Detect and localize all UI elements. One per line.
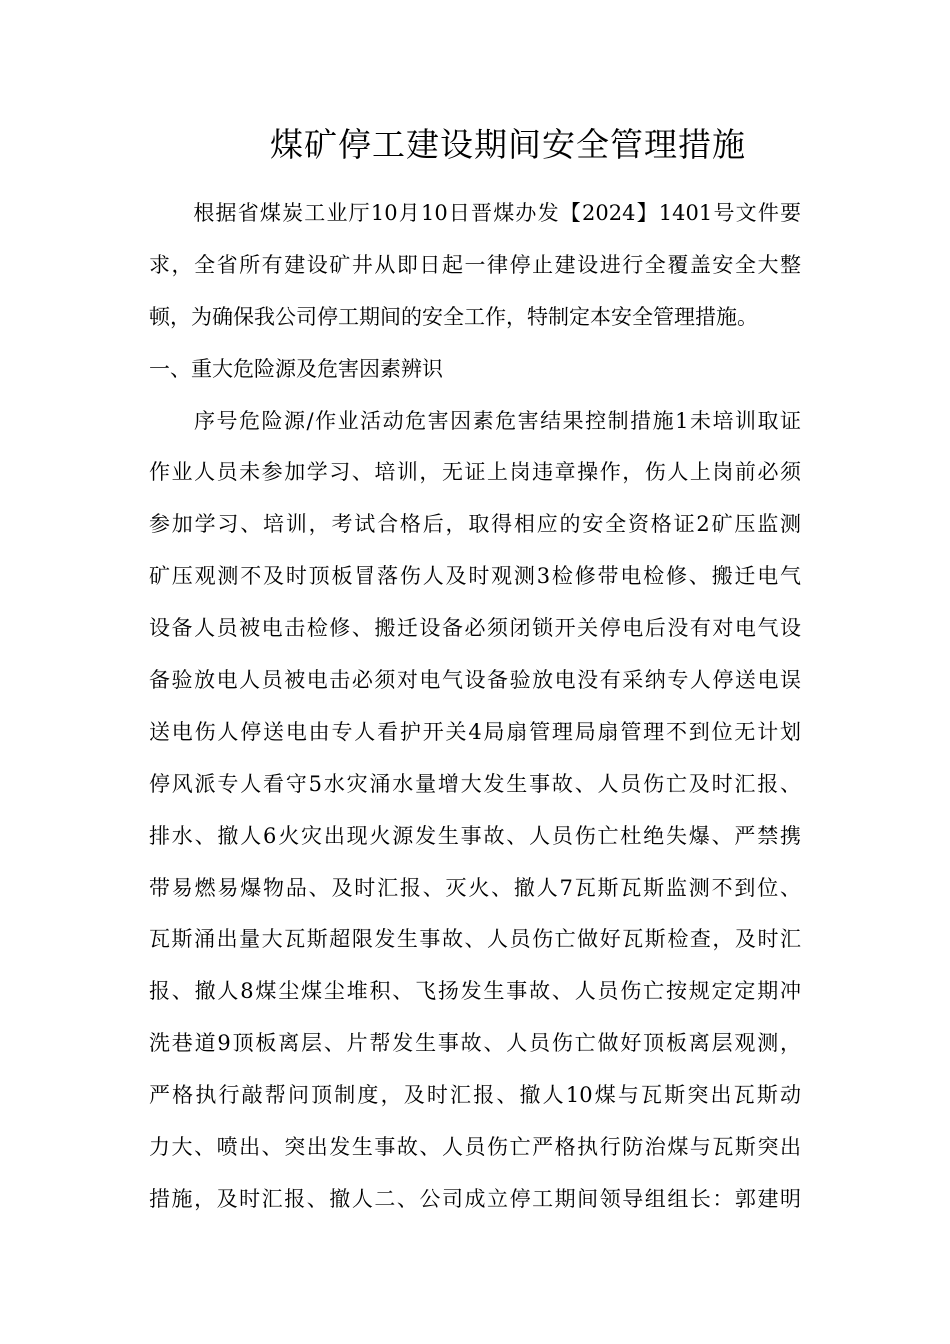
body-line: 矿压观测不及时顶板冒落伤人及时观测3检修带电检修、搬迁电气 (149, 564, 801, 589)
body-line: 报、撤人8煤尘煤尘堆积、飞扬发生事故、人员伤亡按规定定期冲 (149, 979, 801, 1004)
body-line: 停风派专人看守5水灾涌水量增大发生事故、人员伤亡及时汇报、 (149, 771, 801, 796)
body-line: 送电伤人停送电由专人看护开关4局扇管理局扇管理不到位无计划 (149, 719, 801, 744)
body-line: 参加学习、培训，考试合格后，取得相应的安全资格证2矿压监测 (149, 512, 801, 537)
body-line: 作业人员未参加学习、培训，无证上岗违章操作，伤人上岗前必须 (149, 460, 801, 485)
body-line: 备验放电人员被电击必须对电气设备验放电没有采纳专人停送电误 (149, 668, 801, 693)
body-line: 求，全省所有建设矿井从即日起一律停止建设进行全覆盖安全大整 (149, 252, 801, 277)
body-line: 严格执行敲帮问顶制度，及时汇报、撤人10煤与瓦斯突出瓦斯动 (149, 1083, 801, 1108)
section-heading: 一、重大危险源及危害因素辨识 (149, 356, 443, 381)
body-line: 洗巷道9顶板离层、片帮发生事故、人员伤亡做好顶板离层观测， (149, 1031, 801, 1056)
body-line: 力大、喷出、突出发生事故、人员伤亡严格执行防治煤与瓦斯突出 (149, 1135, 801, 1160)
document-body (149, 188, 801, 1226)
body-line: 根据省煤炭工业厅10月10日晋煤办发【2024】1401号文件要 (149, 201, 801, 225)
body-line: 措施，及时汇报、撤人二、公司成立停工期间领导组组长：郭建明 (149, 1186, 801, 1211)
body-line: 排水、撤人6火灾出现火源发生事故、人员伤亡杜绝失爆、严禁携 (149, 823, 801, 848)
body-line: 顿，为确保我公司停工期间的安全工作，特制定本安全管理措施。 (149, 304, 758, 329)
body-line: 序号危险源/作业活动危害因素危害结果控制措施1未培训取证 (149, 408, 801, 433)
document-title: 煤矿停工建设期间安全管理措施 (270, 125, 746, 164)
body-line: 瓦斯涌出量大瓦斯超限发生事故、人员伤亡做好瓦斯检查，及时汇 (149, 927, 801, 952)
body-line: 带易燃易爆物品、及时汇报、灭火、撤人7瓦斯瓦斯监测不到位、 (149, 875, 801, 900)
body-line: 设备人员被电击检修、搬迁设备必须闭锁开关停电后没有对电气设 (149, 616, 801, 641)
